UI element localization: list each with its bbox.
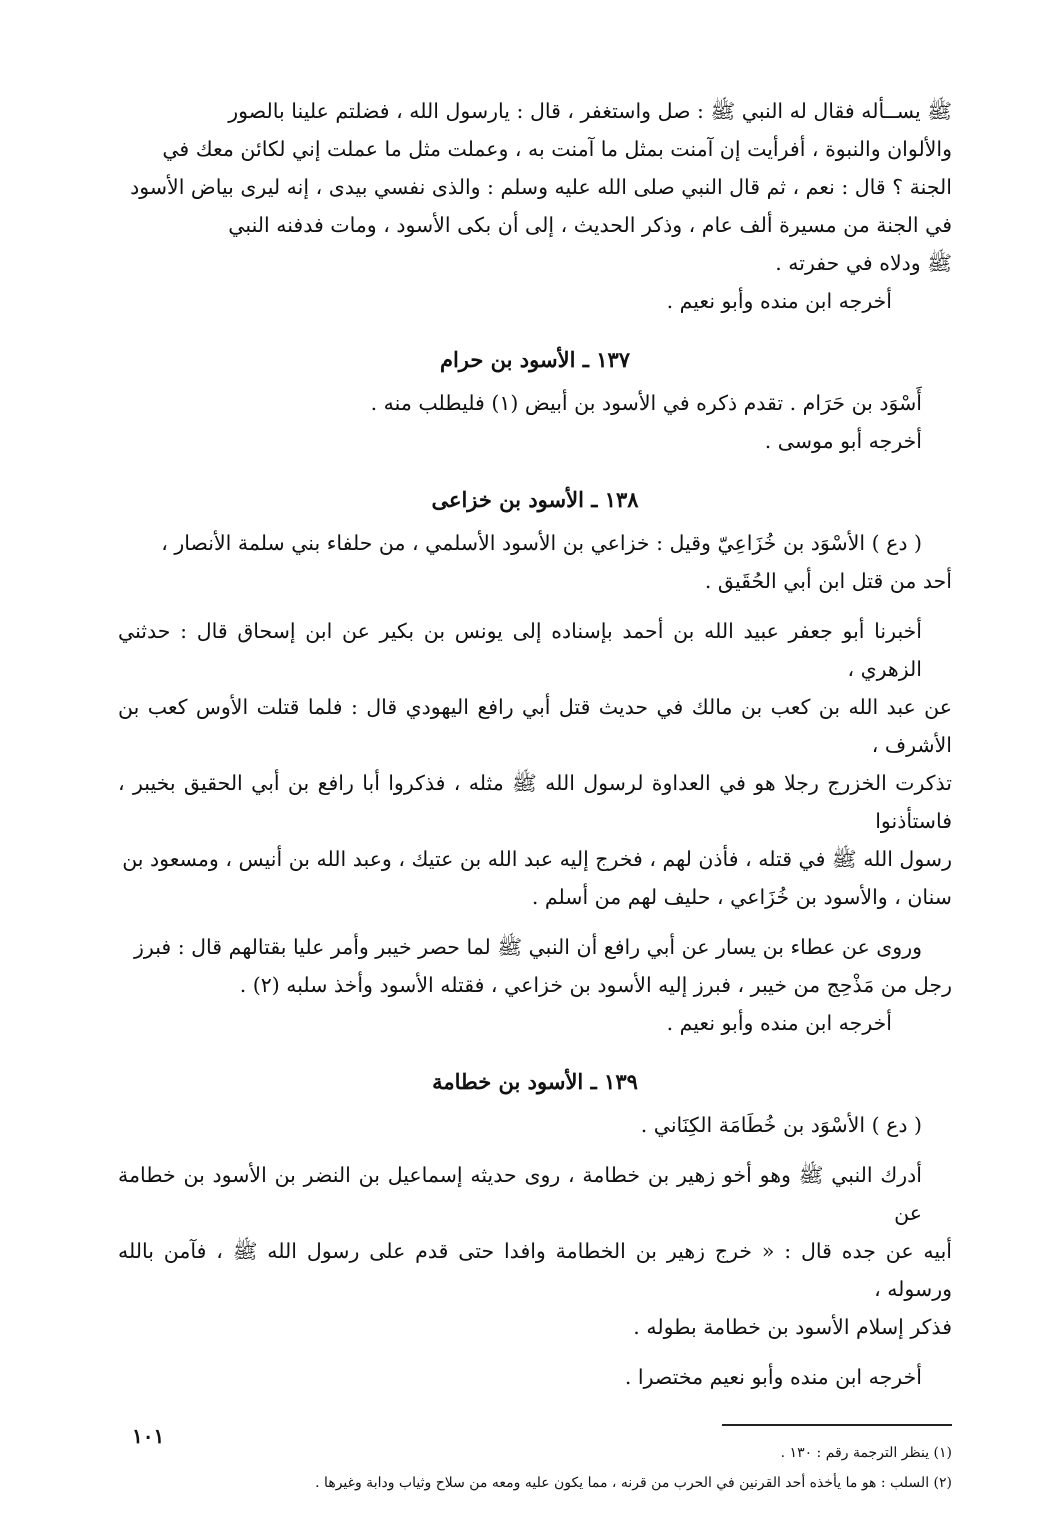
entry-text-line: سنان ، والأسود بن خُزَاعي ، حليف لهم من أسلم . bbox=[531, 885, 952, 909]
entry-text-line: أَسْوَد بن حَرَام . تقدم ذكره في الأسود بن أبيض (١) فليطلب منه . bbox=[370, 391, 922, 415]
source-line: أخرجه ابن منده وأبو نعيم . bbox=[666, 289, 892, 313]
footnote: (١) ينظر الترجمة رقم : ١٣٠ . bbox=[780, 1445, 952, 1461]
entry-text-line: رسول الله ﷺ في قتله ، فأذن لهم ، فخرج إليه عبد الله بن عتيك ، وعبد الله بن أنيس ، ومسعود بن bbox=[122, 847, 952, 871]
source-line: أخرجه أبو موسى . bbox=[764, 429, 922, 453]
source-line: أخرجه ابن منده وأبو نعيم . bbox=[666, 1011, 892, 1035]
entry-text-line: عن عبد الله بن كعب بن مالك في حديث قتل أبي رافع اليهودي قال : فلما قتلت الأوس كعب بن الأشرف ، bbox=[118, 695, 952, 757]
entry-text-line: تذكرت الخزرج رجلا هو في العداوة لرسول الله ﷺ مثله ، فذكروا أبا رافع بن أبي الحقيق بخيبر ، فاستأذنوا bbox=[118, 771, 952, 833]
entry-139 bbox=[118, 1064, 952, 1396]
entry-137 bbox=[118, 342, 952, 460]
entry-paragraph bbox=[118, 612, 952, 916]
entry-text-line: ( دع ) الأسْوَد بن خُطَامَة الكِنَاني . bbox=[640, 1113, 922, 1137]
entry-text-line: رجل من مَذْحِج من خيبر ، فبرز إليه الأسود بن خزاعي ، فقتله الأسود وأخذ سلبه (٢) . bbox=[239, 973, 952, 997]
entry-paragraph bbox=[118, 928, 952, 1004]
entry-paragraph bbox=[118, 524, 952, 600]
entry-text-line: أخبرنا أبو جعفر عبيد الله بن أحمد بإسناده إلى يونس بن بكير عن ابن إسحاق قال : حدثني الزهري ، bbox=[118, 619, 922, 681]
footnotes bbox=[118, 1438, 952, 1498]
footnote-divider bbox=[722, 1424, 952, 1426]
book-page bbox=[118, 92, 952, 1498]
entry-text-line: ( دع ) الأسْوَد بن خُزَاعِيّ وقيل : خزاعي بن الأسود الأسلمي ، من حلفاء بني سلمة الأنصار ، bbox=[161, 531, 922, 555]
entry-paragraph bbox=[118, 1156, 952, 1346]
page-number: ١٠١ bbox=[132, 1424, 165, 1448]
entry-text-line: أبيه عن جده قال : « خرج زهير بن الخطامة وافدا حتى قدم على رسول الله ﷺ ، فآمن بالله ورسوله ، bbox=[118, 1239, 952, 1301]
entry-heading: ١٣٨ ـ الأسود بن خزاعى bbox=[431, 487, 639, 512]
opening-paragraph bbox=[118, 92, 952, 320]
entry-heading: ١٣٩ ـ الأسود بن خطامة bbox=[432, 1069, 638, 1094]
footnote: (٢) السلب : هو ما يأخذه أحد القرنين في الحرب من قرنه ، مما يكون عليه ومعه من سلاح وثياب ودابة وغيرها . bbox=[315, 1475, 952, 1491]
opening-line: ﷺ يســأله فقال له النبي ﷺ : صل واستغفر ، قال : يارسول الله ، فضلتم علينا بالصور bbox=[228, 99, 952, 123]
entry-text-line: فذكر إسلام الأسود بن خطامة بطوله . bbox=[633, 1315, 952, 1339]
opening-line: في الجنة من مسيرة ألف عام ، وذكر الحديث ، إلى أن بكى الأسود ، ومات فدفنه النبي bbox=[228, 213, 952, 237]
opening-line: ﷺ ودلاه في حفرته . bbox=[775, 251, 952, 275]
entry-138 bbox=[118, 482, 952, 1042]
entry-text-line: أحد من قتل ابن أبي الحُقَيق . bbox=[704, 569, 952, 593]
source-line: أخرجه ابن منده وأبو نعيم مختصرا . bbox=[624, 1365, 922, 1389]
opening-line: والألوان والنبوة ، أفرأيت إن آمنت بمثل ما آمنت به ، وعملت مثل ما عملت إني لكائن معك في bbox=[162, 137, 952, 161]
entry-text-line: أدرك النبي ﷺ وهو أخو زهير بن خطامة ، روى حديثه إسماعيل بن النضر بن الأسود بن خطامة عن bbox=[118, 1163, 922, 1225]
entry-text-line: وروى عن عطاء بن يسار عن أبي رافع أن النبي ﷺ لما حصر خيبر وأمر عليا بقتالهم قال : فبرز bbox=[133, 935, 922, 959]
entry-heading: ١٣٧ ـ الأسود بن حرام bbox=[439, 347, 631, 372]
opening-line: الجنة ؟ قال : نعم ، ثم قال النبي صلى الله عليه وسلم : والذى نفسي بيدى ، إنه ليرى بياض الأسود bbox=[130, 175, 952, 199]
